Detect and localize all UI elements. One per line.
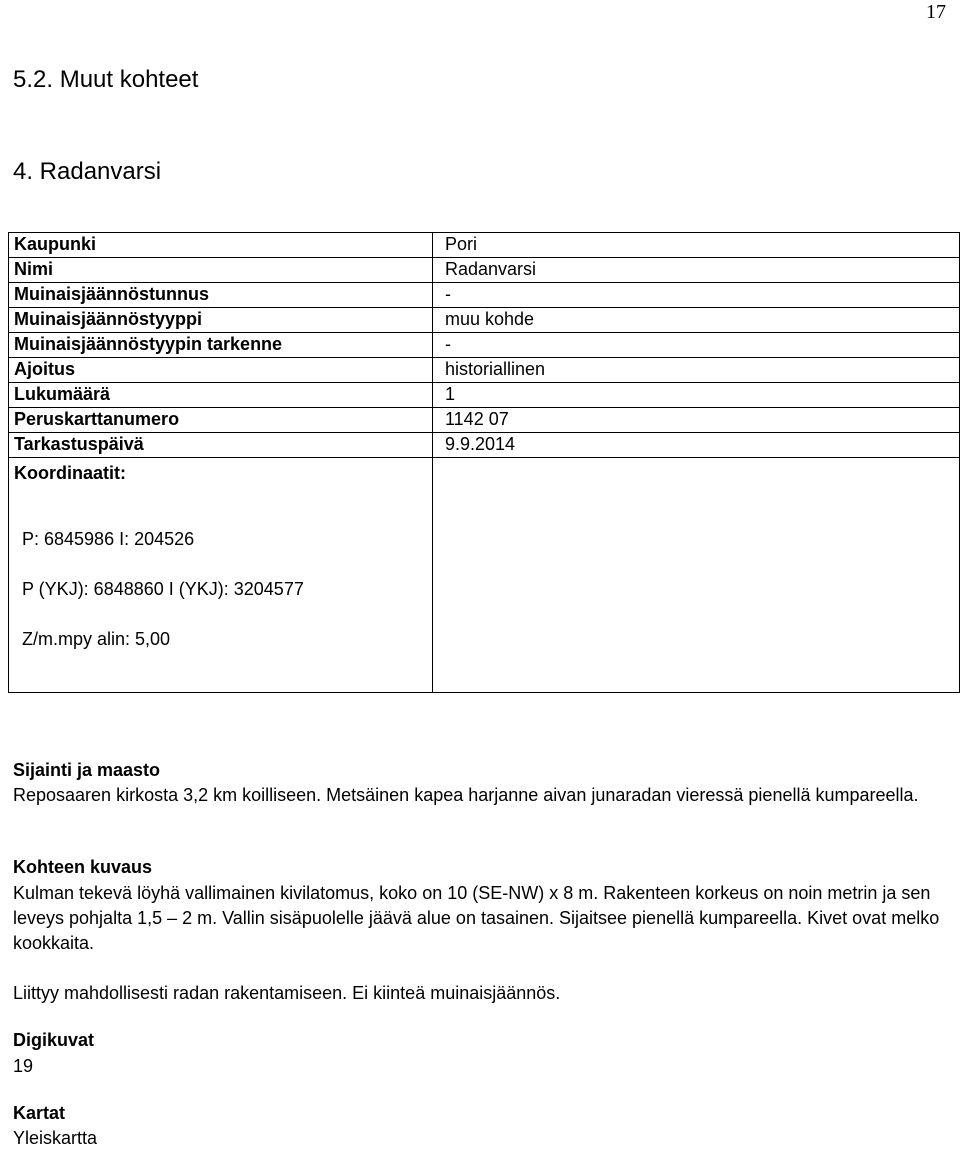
info-table: [8, 232, 960, 693]
row-key: Nimi: [9, 258, 433, 283]
row-value: 9.9.2014: [433, 433, 960, 458]
row-key: Tarkastuspäivä: [9, 433, 433, 458]
row-key: Muinaisjäännöstunnus: [9, 283, 433, 308]
row-key: Muinaisjäännöstyypin tarkenne: [9, 333, 433, 358]
description-heading: Kohteen kuvaus: [13, 857, 153, 877]
maps-heading: Kartat: [13, 1103, 66, 1123]
row-key: Peruskarttanumero: [9, 408, 433, 433]
row-value: -: [433, 283, 960, 308]
row-value: -: [433, 333, 960, 358]
table-row: [9, 433, 960, 458]
row-value: muu kohde: [433, 308, 960, 333]
page-number: 17: [926, 1, 946, 23]
photos-heading: Digikuvat: [13, 1030, 95, 1050]
coordinates-row: [9, 458, 960, 693]
row-value: 1142 07: [433, 408, 960, 433]
table-row: [9, 283, 960, 308]
row-key: Kaupunki: [9, 233, 433, 258]
empty-cell: [433, 458, 960, 693]
row-key: Muinaisjäännöstyyppi: [9, 308, 433, 333]
row-value: Pori: [433, 233, 960, 258]
table-row: [9, 383, 960, 408]
coordinates-line-1: P: 6845986 I: 204526: [22, 529, 195, 549]
table-row: [9, 308, 960, 333]
description-text-2: Liittyy mahdollisesti radan rakentamiseen. Ei kiinteä muinaisjäännös.: [13, 983, 561, 1003]
maps-value: Yleiskartta: [13, 1128, 98, 1148]
coordinates-line-2: P (YKJ): 6848860 I (YKJ): 3204577: [22, 579, 304, 599]
table-row: [9, 358, 960, 383]
row-value: 1: [433, 383, 960, 408]
table-row: [9, 333, 960, 358]
object-heading: 4. Radanvarsi: [13, 158, 162, 185]
location-text: Reposaaren kirkosta 3,2 km koilliseen. Metsäinen kapea harjanne aivan junaradan vieressä pienellä kumpareella.: [13, 785, 919, 805]
location-heading: Sijainti ja maasto: [13, 760, 161, 780]
photos-value: 19: [13, 1056, 34, 1076]
row-value: Radanvarsi: [433, 258, 960, 283]
table-row: [9, 258, 960, 283]
coordinates-cell: [9, 458, 433, 693]
row-key: Ajoitus: [9, 358, 433, 383]
row-value: historiallinen: [433, 358, 960, 383]
table-row: [9, 408, 960, 433]
row-key: Lukumäärä: [9, 383, 433, 408]
description-text: Kulman tekevä löyhä vallimainen kivilatomus, koko on 10 (SE-NW) x 8 m. Rakenteen korkeus on noin metrin ja sen leveys pohjalta 1,5 – 2 m. Vallin sisäpuolelle jäävä alue on tasainen. Sijaitsee pienellä kumpareella. Kivet ovat melko kookkaita.: [13, 883, 940, 953]
table-row: [9, 233, 960, 258]
coordinates-line-3: Z/m.mpy alin: 5,00: [22, 629, 171, 649]
section-heading: 5.2. Muut kohteet: [13, 66, 199, 93]
coordinates-label: Koordinaatit:: [14, 463, 126, 483]
